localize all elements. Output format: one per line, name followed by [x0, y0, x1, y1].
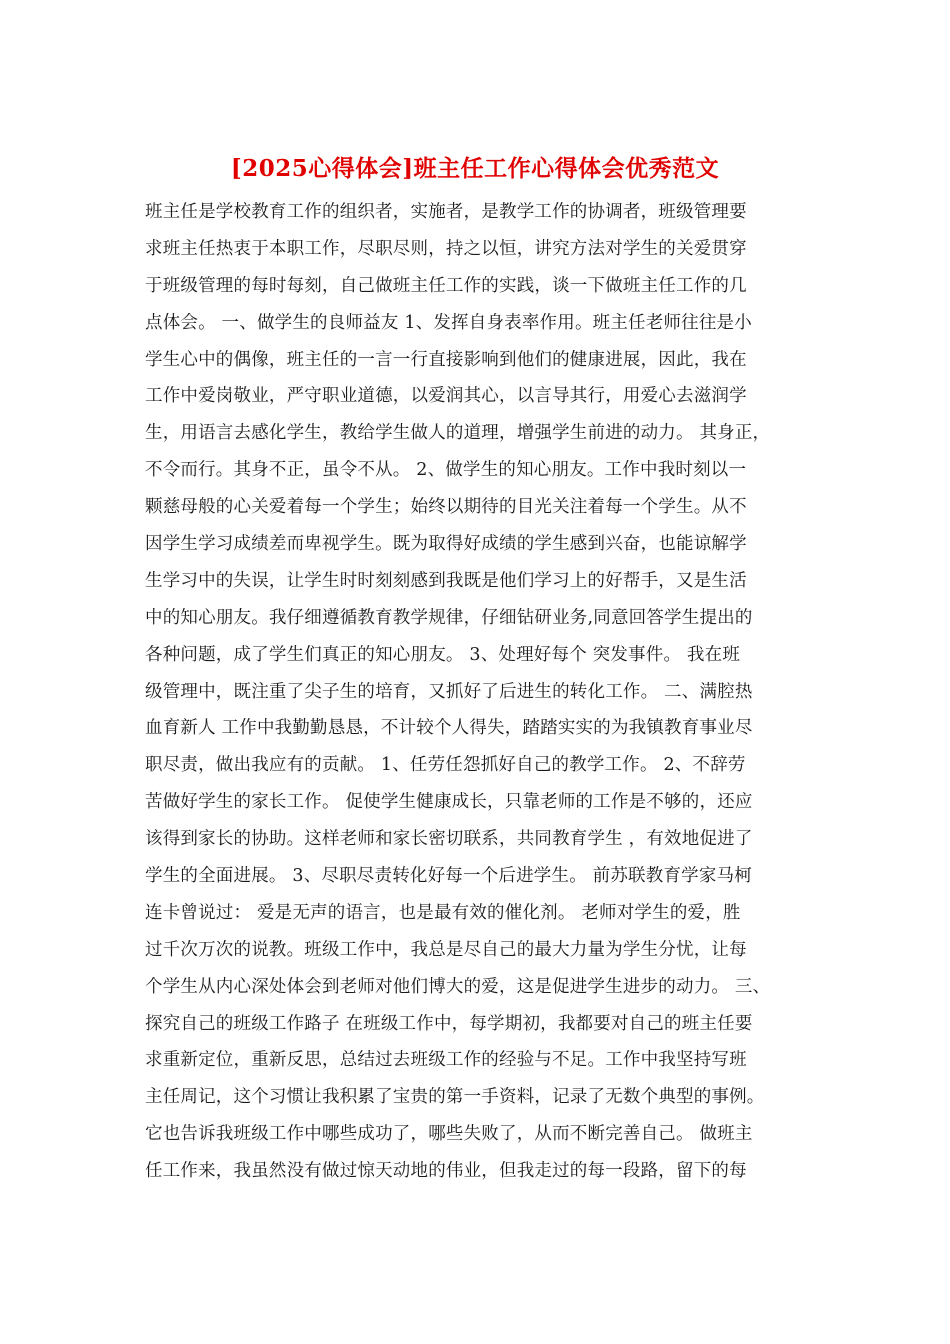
body-line: 工作中爱岗敬业，严守职业道德，以爱润其心，以言导其行，用爱心去滋润学	[145, 386, 747, 407]
body-line: 主任周记，这个习惯让我积累了宝贵的第一手资料，记录了无数个典型的事例。	[145, 1087, 765, 1108]
body-line: 中的知心朋友。我仔细遵循教育教学规律，仔细钻研业务,同意回答学生提出的	[145, 607, 753, 628]
body-line: 因学生学习成绩差而卑视学生。既为取得好成绩的学生感到兴奋，也能谅解学	[145, 534, 747, 555]
body-line: 生学习中的失误，让学生时时刻刻感到我既是他们学习上的好帮手，又是生活	[145, 570, 747, 591]
body-line: 点体会。 一、做学生的良师益友 1、发挥自身表率作用。班主任老师往往是小	[145, 312, 752, 333]
body-line: 过千次万次的说教。班级工作中，我总是尽自己的最大力量为学生分忧，让每	[145, 939, 747, 960]
body-line: 不令而行。其身不正，虽令不从。 2、做学生的知心朋友。工作中我时刻以一	[145, 460, 747, 481]
body-line: 个学生从内心深处体会到老师对他们博大的爱，这是促进学生进步的动力。 三、	[145, 976, 771, 997]
body-line: 它也告诉我班级工作中哪些成功了，哪些失败了，从而不断完善自己。 做班主	[145, 1124, 753, 1145]
body-line: 连卡曾说过： 爱是无声的语言，也是最有效的催化剂。 老师对学生的爱，胜	[145, 902, 741, 923]
body-line: 血育新人 工作中我勤勤恳恳，不计较个人得失，踏踏实实的为我镇教育事业尽	[145, 718, 753, 739]
body-line: 级管理中，既注重了尖子生的培育，又抓好了后进生的转化工作。 二、满腔热	[145, 681, 753, 702]
body-line: 职尽责，做出我应有的贡献。 1、任劳任怨抓好自己的教学工作。 2、不辞劳	[145, 755, 746, 776]
body-line: 学生的全面进展。 3、尽职尽责转化好每一个后进学生。 前苏联教育学家马柯	[145, 866, 752, 887]
body-line: 于班级管理的每时每刻，自己做班主任工作的实践，谈一下做班主任工作的几	[145, 275, 747, 296]
body-line: 班主任是学校教育工作的组织者，实施者，是教学工作的协调者，班级管理要	[145, 202, 747, 222]
body-line: 颗慈母般的心关爱着每一个学生；始终以期待的目光关注着每一个学生。从不	[145, 497, 747, 518]
body-line: 求班主任热衷于本职工作，尽职尽则，持之以恒，讲究方法对学生的关爱贯穿	[145, 238, 747, 259]
body-line: 学生心中的偶像，班主任的一言一行直接影响到他们的健康进展，因此，我在	[145, 349, 747, 370]
body-line: 各种问题，成了学生们真正的知心朋友。 3、处理好每个 突发事件。 我在班	[145, 644, 741, 665]
body-line: 任工作来，我虽然没有做过惊天动地的伟业，但我走过的每一段路，留下的每	[145, 1161, 747, 1182]
document-title: [2025心得体会]班主任工作心得体会优秀范文	[230, 155, 720, 182]
body-line: 生，用语言去感化学生，教给学生做人的道理，增强学生前进的动力。 其身正，	[145, 423, 771, 444]
document-body	[145, 194, 825, 1190]
body-line: 求重新定位，重新反思，总结过去班级工作的经验与不足。工作中我坚持写班	[145, 1050, 747, 1071]
body-line: 探究自己的班级工作路子 在班级工作中，每学期初，我都要对自己的班主任要	[145, 1013, 753, 1034]
body-line: 苦做好学生的家长工作。 促使学生健康成长，只靠老师的工作是不够的，还应	[145, 792, 753, 813]
body-line: 该得到家长的协助。这样老师和家长密切联系，共同教育学生 ，有效地促进了	[145, 829, 753, 850]
